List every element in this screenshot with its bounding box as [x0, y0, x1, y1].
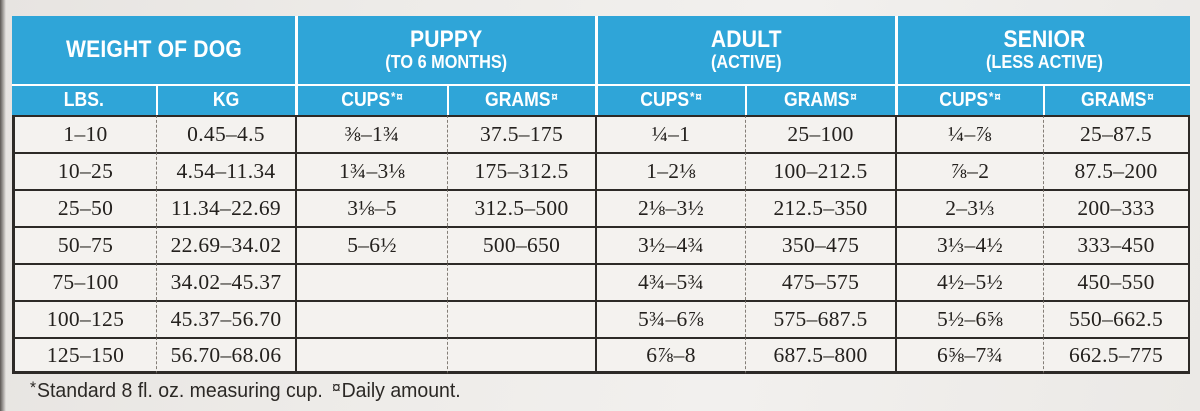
table-cell: ¼–1 [595, 115, 745, 152]
table-body [12, 115, 1190, 374]
group-header-weight [12, 16, 295, 84]
table-cell: 0.45–4.5 [156, 115, 295, 152]
group-subtitle: (ACTIVE) [711, 51, 782, 73]
table-cell [295, 263, 447, 300]
table-cell: 50–75 [12, 226, 156, 263]
footnote-text: Standard 8 fl. oz. measuring cup. [37, 379, 323, 403]
column-header-senior-cups [895, 84, 1043, 115]
column-header-senior-grams [1043, 84, 1190, 115]
group-header-adult [595, 16, 895, 84]
table-cell: 100–212.5 [745, 152, 895, 189]
column-label: CUPS [640, 89, 690, 111]
table-cell: 4¾–5¾ [595, 263, 745, 300]
footnote-mark: ¤ [1147, 89, 1155, 104]
table-cell: 312.5–500 [447, 189, 595, 226]
table-cell: 100–125 [12, 300, 156, 337]
table-cell: ¼–⅞ [895, 115, 1043, 152]
table-cell: 200–333 [1043, 189, 1190, 226]
table-cell: 1–10 [12, 115, 156, 152]
group-header-senior [895, 16, 1190, 84]
column-label: CUPS [341, 89, 391, 111]
column-label: GRAMS [784, 89, 850, 111]
table-cell: 87.5–200 [1043, 152, 1190, 189]
table-cell: 5¾–6⅞ [595, 300, 745, 337]
table-cell: 1–2⅛ [595, 152, 745, 189]
table-cell: 5–6½ [295, 226, 447, 263]
table-cell: 22.69–34.02 [156, 226, 295, 263]
table-cell: 6⅞–8 [595, 337, 745, 374]
table-cell: 6⅝–7¾ [895, 337, 1043, 374]
column-header-lbs [12, 84, 156, 115]
column-label: GRAMS [1080, 89, 1147, 111]
footnote-mark: ¤ [551, 89, 559, 104]
footnote-mark: *¤ [690, 89, 703, 104]
column-header-row [12, 84, 1190, 115]
table-cell: 3⅓–4½ [895, 226, 1043, 263]
table-cell: 37.5–175 [447, 115, 595, 152]
column-label: KG [212, 89, 240, 111]
table-cell: ⅞–2 [895, 152, 1043, 189]
table-cell: 45.37–56.70 [156, 300, 295, 337]
table-cell [447, 263, 595, 300]
table-cell: 212.5–350 [745, 189, 895, 226]
table-cell [295, 337, 447, 374]
group-header-row [12, 16, 1190, 84]
column-header-adult-grams [745, 84, 895, 115]
table-cell [295, 300, 447, 337]
table-cell: 175–312.5 [447, 152, 595, 189]
table-cell: 125–150 [12, 337, 156, 374]
column-label: GRAMS [485, 89, 551, 111]
group-title: SENIOR [1002, 26, 1086, 54]
table-cell: 2–3⅓ [895, 189, 1043, 226]
asterisk-mark: * [30, 379, 37, 397]
table-cell: 4.54–11.34 [156, 152, 295, 189]
table-cell: 575–687.5 [745, 300, 895, 337]
column-header-adult-cups [595, 84, 745, 115]
group-title: WEIGHT OF DOG [65, 36, 242, 64]
currency-mark: ¤ [332, 379, 341, 397]
table-cell: 5½–6⅝ [895, 300, 1043, 337]
table-cell: ⅜–1¾ [295, 115, 447, 152]
table-cell: 10–25 [12, 152, 156, 189]
table-cell: 687.5–800 [745, 337, 895, 374]
table-cell: 475–575 [745, 263, 895, 300]
table-cell [447, 337, 595, 374]
column-header-puppy-cups [295, 84, 447, 115]
table-cell: 25–100 [745, 115, 895, 152]
group-subtitle: (LESS ACTIVE) [985, 51, 1103, 73]
table-cell: 662.5–775 [1043, 337, 1190, 374]
table-cell: 450–550 [1043, 263, 1190, 300]
photo-left-shadow [0, 0, 6, 411]
group-title: ADULT [711, 26, 782, 54]
table-cell: 56.70–68.06 [156, 337, 295, 374]
table-cell: 333–450 [1043, 226, 1190, 263]
table-cell: 25–50 [12, 189, 156, 226]
footnote-mark: ¤ [850, 89, 858, 104]
table-cell: 550–662.5 [1043, 300, 1190, 337]
footnote-mark: *¤ [989, 89, 1002, 104]
table-cell: 25–87.5 [1043, 115, 1190, 152]
feeding-table [12, 16, 1190, 374]
column-label: CUPS [939, 89, 989, 111]
table-cell: 34.02–45.37 [156, 263, 295, 300]
table-cell: 4½–5½ [895, 263, 1043, 300]
table-cell: 1¾–3⅛ [295, 152, 447, 189]
table-cell: 75–100 [12, 263, 156, 300]
group-title: PUPPY [410, 26, 483, 54]
column-header-puppy-grams [447, 84, 595, 115]
footnote-text: Daily amount. [341, 379, 461, 403]
table-cell: 11.34–22.69 [156, 189, 295, 226]
table-cell: 3⅛–5 [295, 189, 447, 226]
table-cell: 350–475 [745, 226, 895, 263]
group-subtitle: (TO 6 MONTHS) [385, 51, 508, 73]
footnote-mark: *¤ [391, 89, 404, 104]
table-cell: 3½–4¾ [595, 226, 745, 263]
footnote-daily-amount [332, 379, 461, 403]
column-label: LBS. [63, 89, 104, 111]
group-header-puppy [295, 16, 595, 84]
footnote-measuring-cup [30, 379, 323, 403]
table-cell: 2⅛–3½ [595, 189, 745, 226]
table-cell: 500–650 [447, 226, 595, 263]
table-cell [447, 300, 595, 337]
column-header-kg [156, 84, 295, 115]
